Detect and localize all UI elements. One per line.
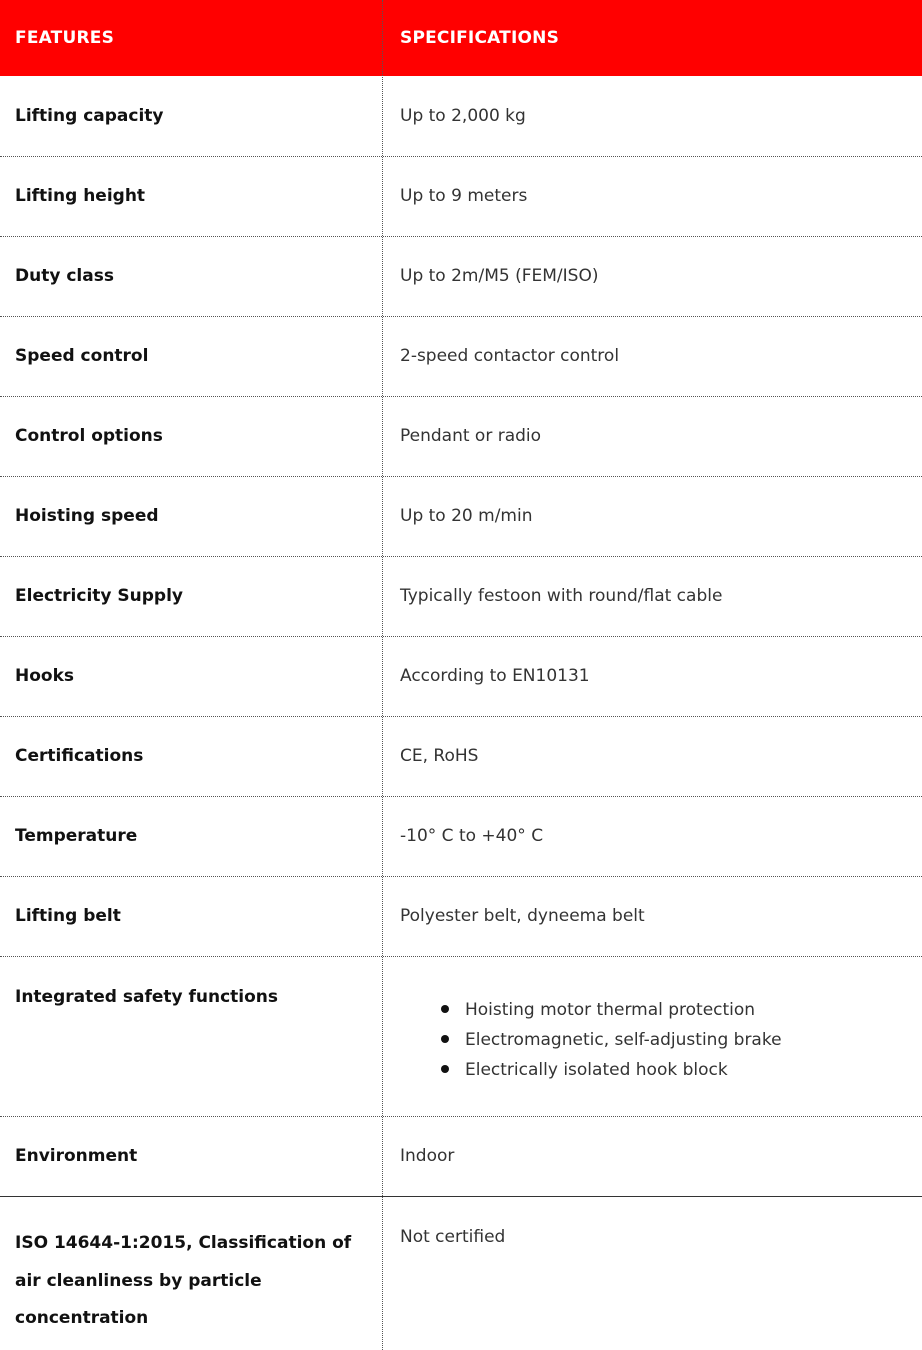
feature-label: Certifications bbox=[15, 746, 144, 766]
feature-label: Control options bbox=[15, 426, 163, 446]
table-row bbox=[0, 157, 922, 237]
spec-value: Up to 9 meters bbox=[400, 186, 528, 206]
table-row bbox=[0, 1197, 922, 1350]
table-row bbox=[0, 1117, 922, 1197]
table-row bbox=[0, 637, 922, 717]
table-row bbox=[0, 557, 922, 637]
table-row bbox=[0, 237, 922, 317]
feature-label: Electricity Supply bbox=[15, 586, 184, 606]
feature-label: Speed control bbox=[15, 346, 149, 366]
table-row bbox=[0, 397, 922, 477]
feature-label: Hooks bbox=[15, 666, 75, 686]
feature-label: ISO 14644-1:2015, Classification of air cleanliness by particle concentration bbox=[15, 1233, 352, 1328]
spec-value: Polyester belt, dyneema belt bbox=[400, 906, 645, 926]
feature-label: Hoisting speed bbox=[15, 506, 159, 526]
list-item bbox=[440, 1055, 782, 1085]
specifications-column-header: SPECIFICATIONS bbox=[400, 28, 560, 48]
table-row bbox=[0, 877, 922, 957]
spec-value: Not certified bbox=[400, 1227, 506, 1247]
feature-label: Integrated safety functions bbox=[15, 987, 279, 1007]
spec-value: Indoor bbox=[400, 1146, 455, 1166]
spec-value: Typically festoon with round/flat cable bbox=[400, 586, 723, 606]
safety-functions-list bbox=[440, 995, 782, 1085]
feature-label: Lifting belt bbox=[15, 906, 121, 926]
bullet-icon bbox=[441, 1065, 449, 1073]
feature-label: Lifting height bbox=[15, 186, 146, 206]
table-row bbox=[0, 717, 922, 797]
table-header bbox=[0, 0, 922, 76]
feature-label: Environment bbox=[15, 1146, 138, 1166]
bullet-icon bbox=[441, 1035, 449, 1043]
table-row bbox=[0, 77, 922, 157]
list-item-text: Hoisting motor thermal protection bbox=[465, 1000, 756, 1020]
feature-label: Duty class bbox=[15, 266, 114, 286]
list-item-text: Electrically isolated hook block bbox=[465, 1060, 728, 1080]
table-row bbox=[0, 477, 922, 557]
features-column-header: FEATURES bbox=[15, 28, 115, 48]
bullet-icon bbox=[441, 1005, 449, 1013]
spec-value: Up to 2m/M5 (FEM/ISO) bbox=[400, 266, 599, 286]
list-item-text: Electromagnetic, self-adjusting brake bbox=[465, 1030, 782, 1050]
feature-label: Temperature bbox=[15, 826, 138, 846]
feature-label: Lifting capacity bbox=[15, 106, 164, 126]
spec-value: Pendant or radio bbox=[400, 426, 542, 446]
spec-value: Up to 20 m/min bbox=[400, 506, 533, 526]
list-item bbox=[440, 995, 782, 1025]
spec-value: 2-speed contactor control bbox=[400, 346, 620, 366]
spec-value: According to EN10131 bbox=[400, 666, 590, 686]
spec-value: CE, RoHS bbox=[400, 746, 479, 766]
column-divider bbox=[382, 0, 383, 1350]
table-row-safety bbox=[0, 957, 922, 1117]
table-row bbox=[0, 317, 922, 397]
spec-value: Up to 2,000 kg bbox=[400, 106, 526, 126]
spec-value: -10° C to +40° C bbox=[400, 826, 544, 846]
list-item bbox=[440, 1025, 782, 1055]
table-row bbox=[0, 797, 922, 877]
